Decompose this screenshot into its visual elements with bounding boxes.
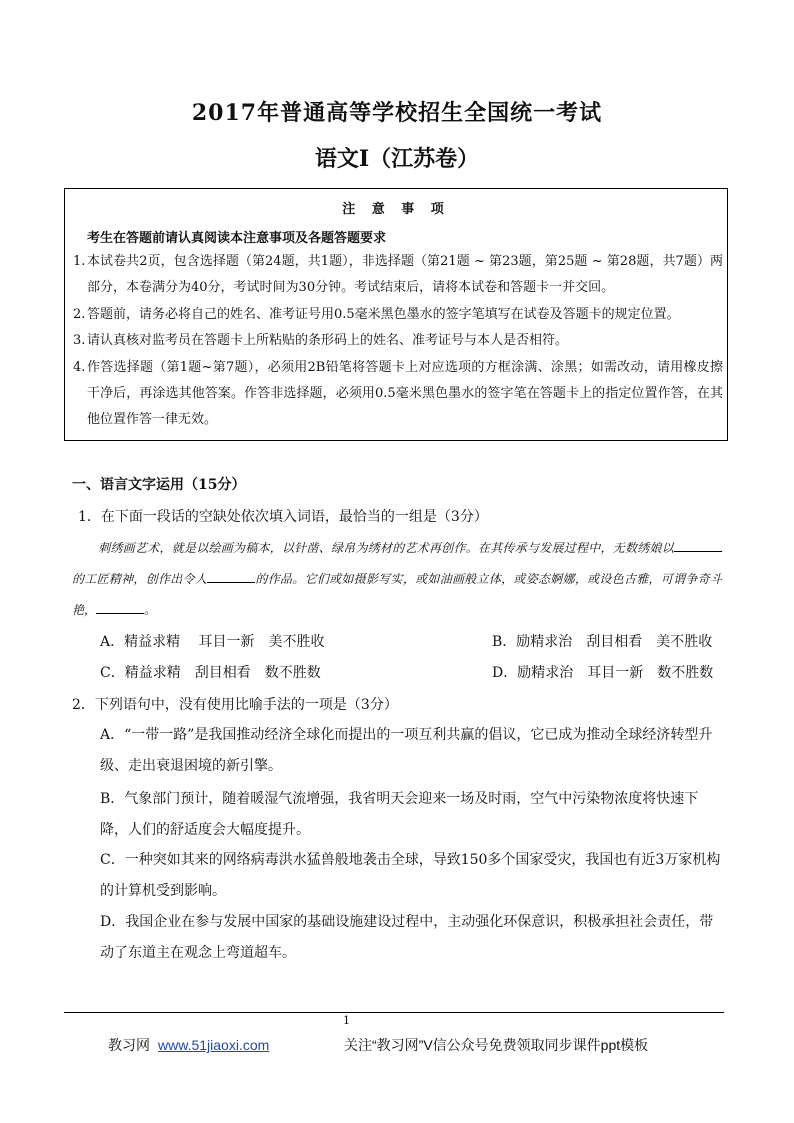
exam-title: 2017年普通高等学校招生全国统一考试 (191, 100, 603, 126)
notice-item-2 (73, 302, 723, 328)
notice-item-label: 2. (73, 307, 86, 322)
passage-text-4: 。 (144, 603, 157, 617)
footer-divider (64, 1012, 724, 1013)
q2-option-c: C．一种突如其来的网络病毒洪水猛兽般地袭击全球，导致150多个国家受灾，我国也有近3万家机构的计算机受到影响。 (100, 852, 721, 899)
passage-text-1: 刺绣画艺术，就是以绘画为稿本，以针凿、绿帛为绣材的艺术再创作。在其传承与发展过程中，无数绣娘以 (98, 541, 674, 555)
notice-item-label: 4. (73, 360, 86, 375)
section-title: 一、语言文字运用（15分） (72, 477, 246, 493)
footer-site-name: 教习网 (108, 1037, 150, 1053)
passage-text-2: 的工匠精神，创作出令人 (72, 572, 208, 586)
answer-blank-2 (207, 570, 255, 583)
notice-item-text: 本试卷共2页，包含选择题（第24题，共1题），非选择题（第21题 ~ 第23题，第25题 ~ 第28题，共7题）两部分，本卷满分为40分，考试时间为30分钟。考试结束后，请将本试卷和答题卡一并交回。 (87, 254, 723, 295)
q1-option-d: D．励精求治 耳目一新 数不胜数 (492, 665, 714, 681)
notice-item-label: 3. (73, 333, 86, 348)
page-number: 1 (343, 1014, 350, 1027)
notice-item-text: 答题前，请务必将自己的姓名、准考证号用0.5毫米黑色墨水的签字笔填写在试卷及答题卡的规定位置。 (87, 307, 680, 322)
q2-option-d: D．我国企业在参与发展中国家的基础设施建设过程中，主动强化环保意识，积极承担社会责任，带动了东道主在观念上弯道超车。 (100, 914, 714, 961)
passage-text-3: 的作品。它们或如摄影写实，或如油画般立体，或姿态婀娜，或设色古雅，可谓争奇斗艳， (72, 572, 722, 617)
notice-item-3 (73, 328, 723, 354)
notice-item-1 (73, 249, 723, 301)
q1-option-b: B．励精求治 刮目相看 美不胜收 (492, 634, 713, 650)
footer-promo: 关注“教习网”V信公众号免费领取同步课件ppt模板 (344, 1037, 649, 1053)
q2-option-a: A．“一带一路”是我国推动经济全球化而提出的一项互利共赢的倡议，它已成为推动全球经济转型升级、走出衰退困境的新引擎。 (100, 727, 713, 774)
q1-option-a: A．精益求精 耳目一新 美不胜收 (100, 634, 325, 650)
notice-box (64, 188, 728, 441)
q1-option-c: C．精益求精 刮目相看 数不胜数 (100, 665, 321, 681)
notice-item-text: 作答选择题（第1题~第7题），必须用2B铅笔将答题卡上对应选项的方框涂满、涂黑；如需改动，请用橡皮擦干净后，再涂选其他答案。作答非选择题，必须用0.5毫米黑色墨水的签字笔在答题卡上的指定位置作答，在其他位置作答一律无效。 (87, 360, 723, 427)
notice-subheading: 考生在答题前请认真阅读本注意事项及各题答题要求 (87, 231, 387, 246)
question-1-passage (72, 533, 722, 626)
notice-item-label: 1. (73, 254, 86, 269)
notice-item-4 (73, 355, 723, 433)
notice-item-text: 请认真核对监考员在答题卡上所粘贴的条形码上的姓名、准考证号与本人是否相符。 (87, 333, 569, 348)
footer-site (108, 1035, 269, 1055)
question-1-stem: 1．在下面一段话的空缺处依次填入词语，最恰当的一组是（3分） (78, 509, 488, 525)
answer-blank-3 (96, 601, 144, 614)
answer-blank-1 (674, 539, 722, 552)
paper-title: 语文Ⅰ（江苏卷） (314, 146, 480, 172)
question-2-stem: 2．下列语句中，没有使用比喻手法的一项是（3分） (72, 697, 398, 713)
q2-option-b: B．气象部门预计，随着暖湿气流增强，我省明天会迎来一场及时雨，空气中污染物浓度将快速下降，人们的舒适度会大幅度提升。 (100, 791, 699, 838)
notice-heading: 注 意 事 项 (342, 202, 450, 217)
footer-site-link[interactable]: www.51jiaoxi.com (158, 1037, 270, 1053)
